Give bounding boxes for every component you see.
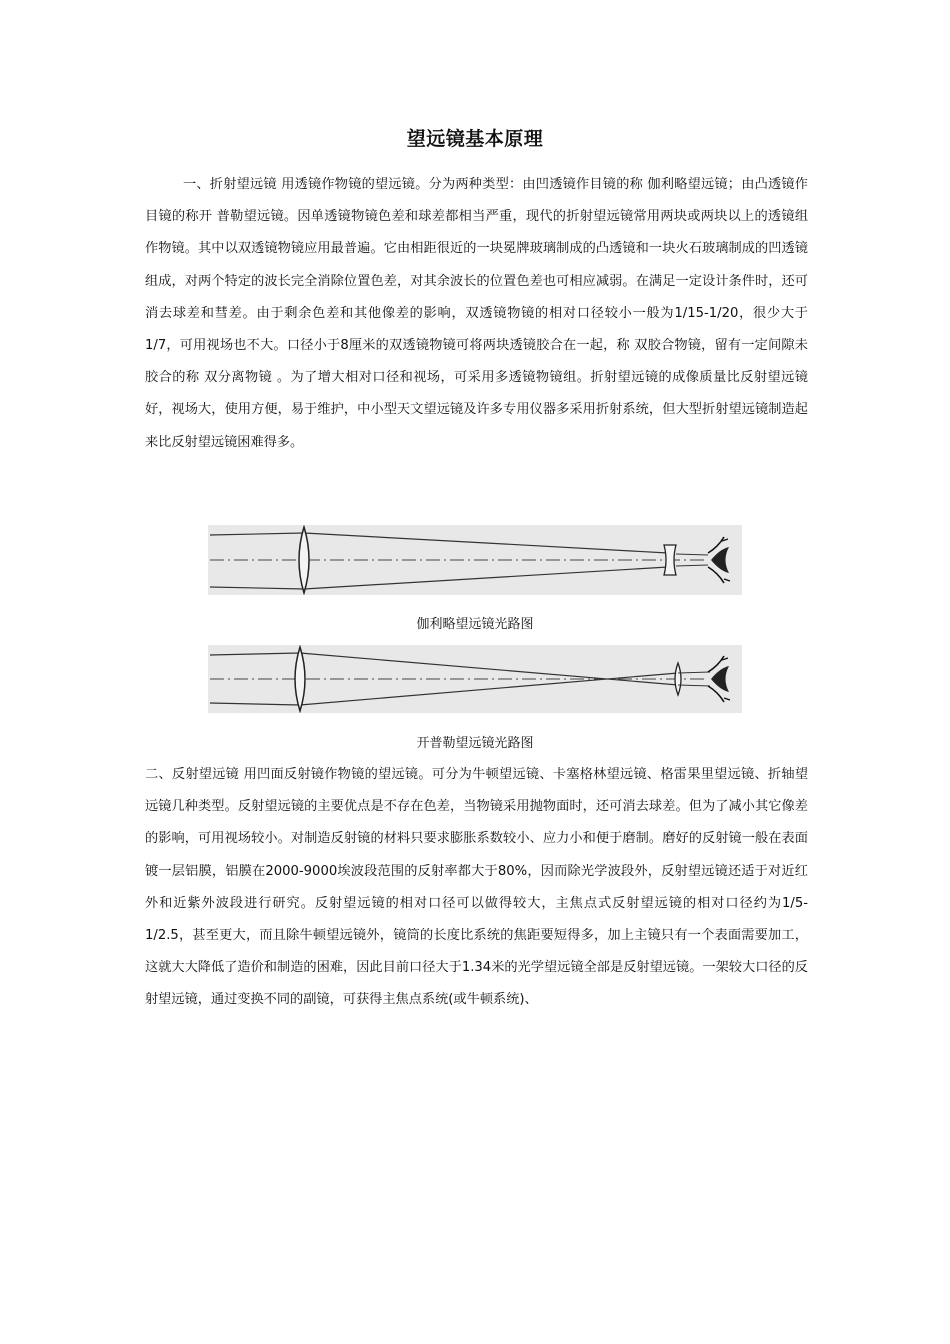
convex-eyepiece-lens [675, 663, 681, 695]
concave-eyepiece-lens [664, 545, 676, 575]
figure2-caption: 开普勒望远镜光路图 [416, 736, 534, 751]
keplerian-telescope-diagram [208, 645, 742, 713]
galilean-telescope-diagram [208, 525, 742, 595]
section-refracting-telescope: 一、折射望远镜 用透镜作物镜的望远镜。分为两种类型：由凹透镜作目镜的称 伽利略望远镜；由凸透镜作目镜的称开 普勒望远镜。因单透镜物镜色差和球差都相当严重，现代的折射望远镜常用两块或两块以上的透镜组作物镜。其中以双透镜物镜应用最普遍。它由相距很近的一块冕牌玻璃制成的凸透镜和一块火石玻璃制成的凹透镜组成，对两个特定的波长完全消除位置色差，对其余波长的位置色差也可相应减弱。在满足一定设计条件时，还可消去球差和彗差。由于剩余色差和其他像差的影响，双透镜物镜的相对口径较小一般为1/15-1/20，很少大于1/7，可用视场也不大。口径小于8厘米的双透镜物镜可将两块透镜胶合在一起，称 双胶合物镜，留有一定间隙未胶合的称 双分离物镜 。为了增大相对口径和视场，可采用多透镜物镜组。折射望远镜的成像质量比反射望远镜好，视场大，使用方便，易于维护，中小型天文望远镜及许多专用仪器多采用折射系统，但大型折射望远镜制造起来比反射望远镜困难得多。 [145, 177, 808, 450]
figure1-caption: 伽利略望远镜光路图 [416, 617, 534, 632]
document-title: 望远镜基本原理 [406, 128, 544, 150]
section-reflecting-telescope: 二、反射望远镜 用凹面反射镜作物镜的望远镜。可分为牛顿望远镜、卡塞格林望远镜、格雷果里望远镜、折轴望远镜几种类型。反射望远镜的主要优点是不存在色差，当物镜采用抛物面时，还可消去球差。但为了减小其它像差的影响，可用视场较小。对制造反射镜的材料只要求膨胀系数较小、应力小和便于磨制。磨好的反射镜一般在表面镀一层铝膜，铝膜在2000-9000埃波段范围的反射率都大于80%，因而除光学波段外，反射望远镜还适于对近红外和近紫外波段进行研究。反射望远镜的相对口径可以做得较大，主焦点式反射望远镜的相对口径约为1/5-1/2.5，甚至更大，而且除牛顿望远镜外，镜筒的长度比系统的焦距要短得多，加上主镜只有一个表面需要加工，这就大大降低了造价和制造的困难，因此目前口径大于1.34米的光学望远镜全部是反射望远镜。一架较大口径的反射望远镜，通过变换不同的副镜，可获得主焦点系统(或牛顿系统)、 [145, 767, 808, 1008]
